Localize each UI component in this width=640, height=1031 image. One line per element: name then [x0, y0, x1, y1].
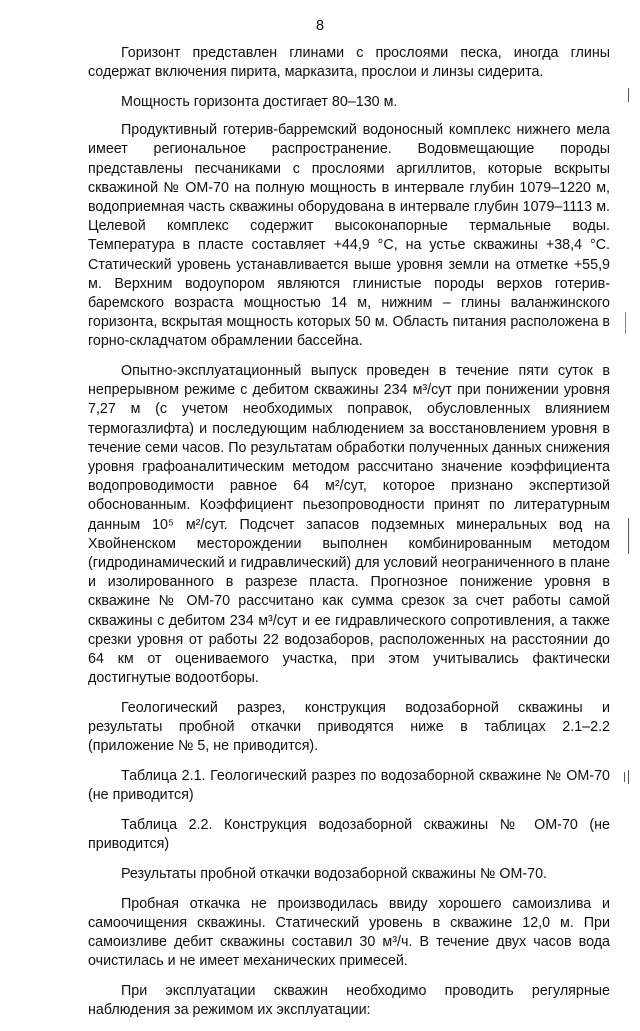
- table-caption-2-1: Таблица 2.1. Геологический разрез по водозаборной скважине № ОМ-70 (не приводится): [88, 768, 610, 804]
- paragraph-geologic-section: Геологический разрез, конструкция водозаборной скважины и результаты пробной откачки приводятся ниже в таблицах 2.1–2.2 (приложение № 5, не приводится).: [88, 700, 610, 755]
- paragraph-pilot-release: Опытно-эксплуатационный выпуск проведен в течение пяти суток в непрерывном режиме с дебитом скважины 234 м³/сут при понижении уровня 7,27 м (с учетом необходимых поправок, обусловленных влиянием термогазлифта) и последующим наблюдением за восстановлением уровня в течение семи часов. По результатам обработки полученных данных снижения уровня графоаналитическим методом рассчитано значение коэффициента водопроводимости равное 64 м²/сут, которое признано экспертизой обоснованным. Коэффициент пьезопроводности принят по литературным данным 10⁵ м²/сут. Подсчет запасов подземных минеральных вод на Хвойненском месторождении выполнен комбинированным методом (гидродинамический и гидравлический) для условий неограниченного в плане и изолированного в разрезе пласта. Прогнозное понижение уровня в скважине № ОМ-70 рассчитано как сумма срезок за счет работы самой скважины с дебитом 234 м³/сут и ее гидравлического сопротивления, а также срезки уровня от работы 22 водозаборов, расположенных на расстоянии до 64 км от оцениваемого участка, при этом учитывались фактически достигнутые водоотборы.: [88, 363, 610, 687]
- scan-artifact: [625, 312, 626, 334]
- table-caption-2-2: Таблица 2.2. Конструкция водозаборной скважины № ОМ-70 (не приводится): [88, 817, 610, 853]
- scan-artifact: [628, 88, 629, 102]
- scan-artifact: [628, 770, 629, 784]
- scan-artifact: [624, 772, 625, 782]
- paragraph-monitoring: При эксплуатации скважин необходимо проводить регулярные наблюдения за режимом их эксплуатации:: [88, 982, 610, 1019]
- paragraph-aquifer-complex: Продуктивный готерив-барремский водоносный комплекс нижнего мела имеет региональное распространение. Водовмещающие породы представлены песчаниками с прослоями аргиллитов, которые вскрыты скважиной № ОМ-70 на полную мощность в интервале глубин 1079–1220 м, водоприемная часть скважины оборудована в интервале глубин 1079–1113 м. Целевой комплекс содержит высоконапорные термальные воды. Температура в пласте составляет +44,9 °С, на устье скважины +38,4 °С. Статический уровень устанавливается выше уровня земли на отметке +55,9 м. Верхним водоупором являются глинистые породы верхов готерив-баремского возраста мощностью 14 м, нижним – глины валанжинского горизонта, вскрытая мощность которых 50 м. Область питания расположена в горно-складчатом обрамлении бассейна.: [88, 122, 610, 350]
- paragraph-horizon-thickness: Мощность горизонта достигает 80–130 м.: [121, 93, 398, 110]
- paragraph-trial-pumping: Пробная откачка не производилась ввиду хорошего самоизлива и самоочищения скважины. Статический уровень в скважине 12,0 м. При самоизливе дебит скважины составил 30 м³/ч. В течение двух часов вода очистилась и не имеет механических примесей.: [88, 895, 610, 970]
- document-body: [88, 44, 610, 1031]
- page-number: 8: [315, 18, 325, 34]
- paragraph-pumping-results-heading: Результаты пробной откачки водозаборной скважины № ОМ-70.: [121, 865, 548, 882]
- paragraph-horizon-description: Горизонт представлен глинами с прослоями песка, иногда глины содержат включения пирита, марказита, прослои и линзы сидерита.: [88, 45, 610, 81]
- scan-artifact: [628, 518, 629, 554]
